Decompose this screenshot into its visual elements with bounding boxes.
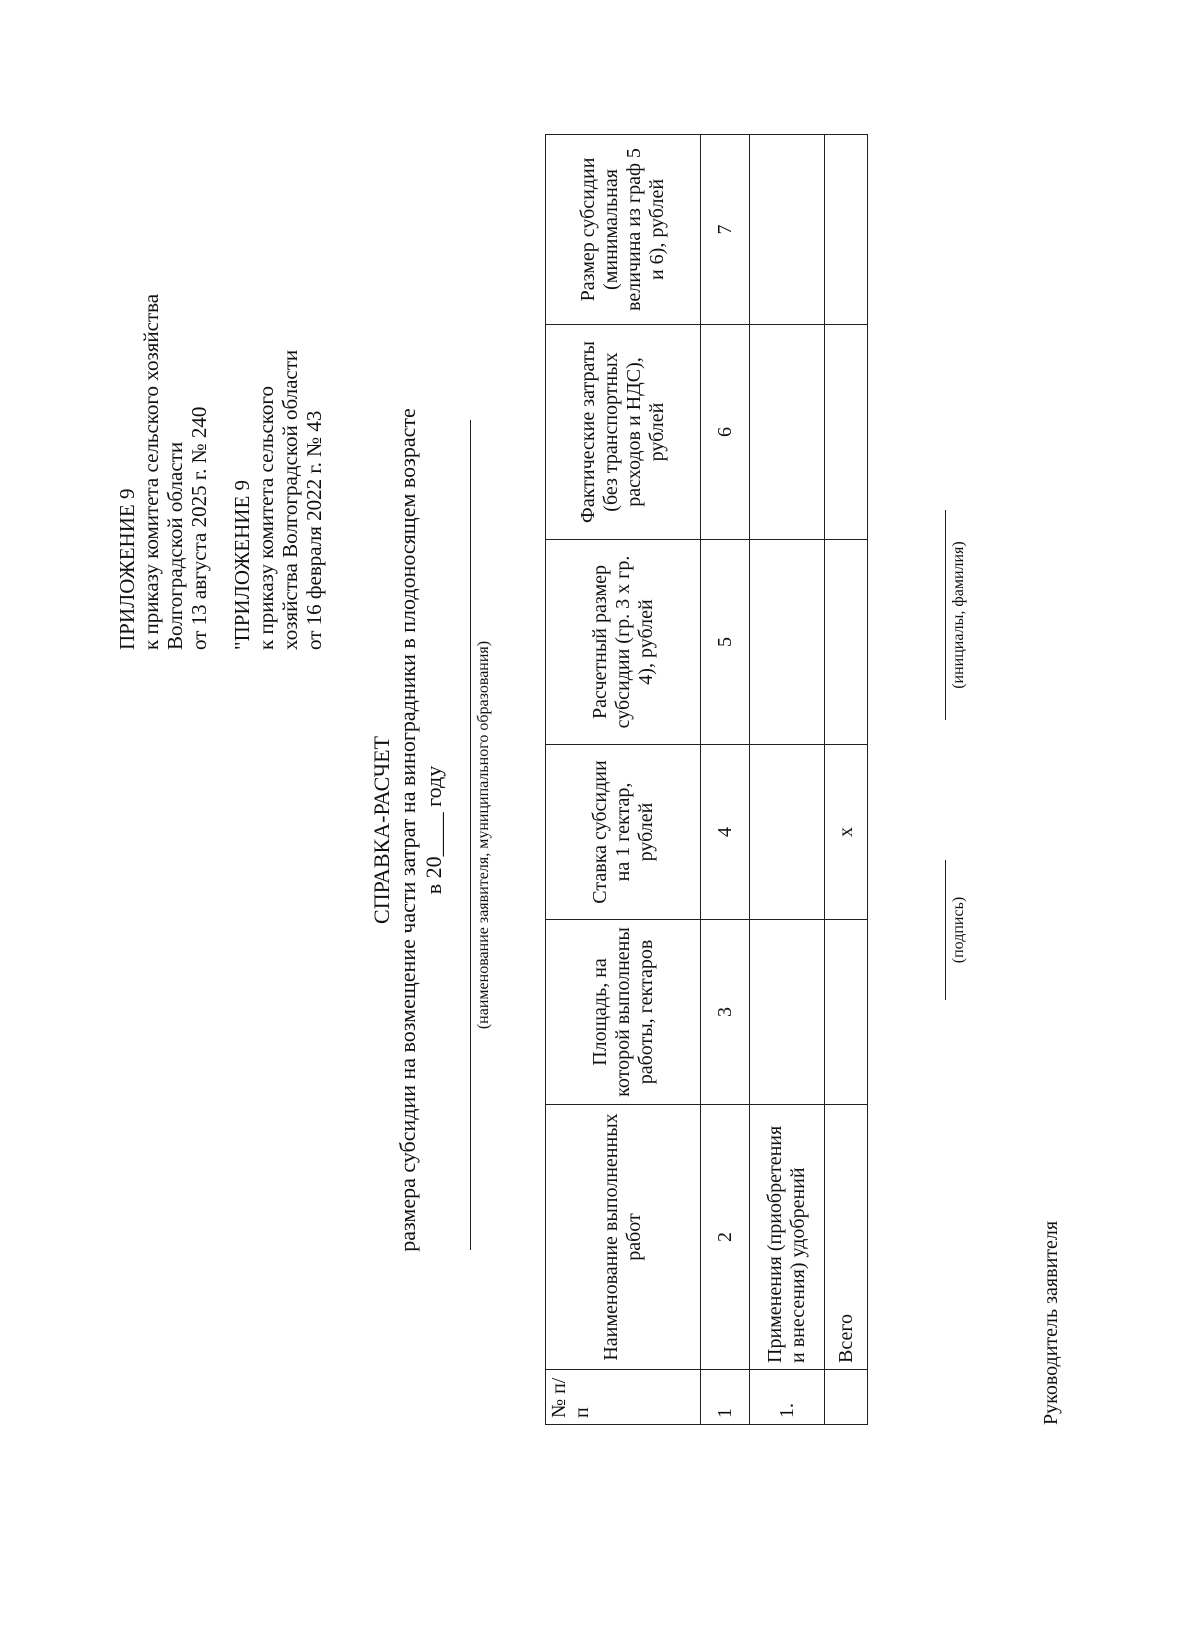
total-subsidy-cell xyxy=(825,135,868,325)
total-area-cell xyxy=(825,920,868,1105)
total-number xyxy=(825,1370,868,1425)
appendix-previous xyxy=(230,350,326,650)
column-number: 1 xyxy=(701,1370,750,1425)
applicant-hint: (наименование заявителя, муниципального образования) xyxy=(475,640,492,1030)
header-cell: Расчетный размер субсидии (гр. 3 x гр. 4), рублей xyxy=(546,540,701,745)
header-cell: Размер субсидии (минимальная величина из граф 5 и 6), рублей xyxy=(546,135,701,325)
column-number: 3 xyxy=(701,920,750,1105)
header-cell: № п/п xyxy=(546,1370,701,1425)
document-year: в 20____ году xyxy=(421,765,446,895)
appendix-previous-date: от 16 февраля 2022 г. № 43 xyxy=(302,410,326,650)
total-row xyxy=(825,135,868,1425)
row-rate-cell xyxy=(750,745,825,920)
column-number-row xyxy=(701,135,750,1425)
signature-hint: (подпись) xyxy=(950,896,967,964)
appendix-current-line: Волгоградской области xyxy=(163,441,187,650)
total-calculated-cell xyxy=(825,540,868,745)
appendix-previous-title: "ПРИЛОЖЕНИЕ 9 xyxy=(230,479,254,650)
column-number: 2 xyxy=(701,1105,750,1370)
header-cell: Ставка субсидии на 1 гектар, рублей xyxy=(546,745,701,920)
row-subsidy-cell xyxy=(750,135,825,325)
total-label: Всего xyxy=(825,1105,868,1370)
document-title: СПРАВКА-РАСЧЕТ xyxy=(369,736,394,924)
row-actual-cost-cell xyxy=(750,325,825,540)
appendix-current-title: ПРИЛОЖЕНИЕ 9 xyxy=(115,488,139,650)
appendix-previous-line: к приказу комитета сельского xyxy=(254,385,278,650)
column-number: 6 xyxy=(701,325,750,540)
appendix-previous-line: хозяйства Волгоградской области xyxy=(278,349,302,650)
appendix-current-date: от 13 августа 2025 г. № 240 xyxy=(187,406,211,650)
header-cell: Площадь, на которой выполнены работы, гектаров xyxy=(546,920,701,1105)
total-actual-cost-cell xyxy=(825,325,868,540)
row-number: 1. xyxy=(750,1370,825,1425)
head-of-applicant-label: Руководитель заявителя xyxy=(1040,1220,1062,1425)
document-subtitle: размера субсидии на возмещение части затрат на виноградники в плодоносящем возрасте xyxy=(395,408,420,1252)
header-cell: Наименование выполненных работ xyxy=(546,1105,701,1370)
subsidy-table xyxy=(545,134,868,1425)
appendix-current xyxy=(115,294,211,650)
row-area-cell xyxy=(750,920,825,1105)
applicant-line xyxy=(470,420,471,1250)
row-work-name: Применения (приобретения и внесения) удобрений xyxy=(750,1105,825,1370)
table-row xyxy=(750,135,825,1425)
column-number: 7 xyxy=(701,135,750,325)
name-line xyxy=(945,510,946,720)
signature-line xyxy=(945,860,946,1000)
table-header-row xyxy=(546,135,701,1425)
header-cell: Фактические затраты (без транспортных расходов и НДС), рублей xyxy=(546,325,701,540)
total-rate-cell: x xyxy=(825,745,868,920)
column-number: 4 xyxy=(701,745,750,920)
column-number: 5 xyxy=(701,540,750,745)
appendix-current-line: к приказу комитета сельского хозяйства xyxy=(139,293,163,650)
name-hint: (инициалы, фамилия) xyxy=(950,541,967,689)
row-calculated-cell xyxy=(750,540,825,745)
